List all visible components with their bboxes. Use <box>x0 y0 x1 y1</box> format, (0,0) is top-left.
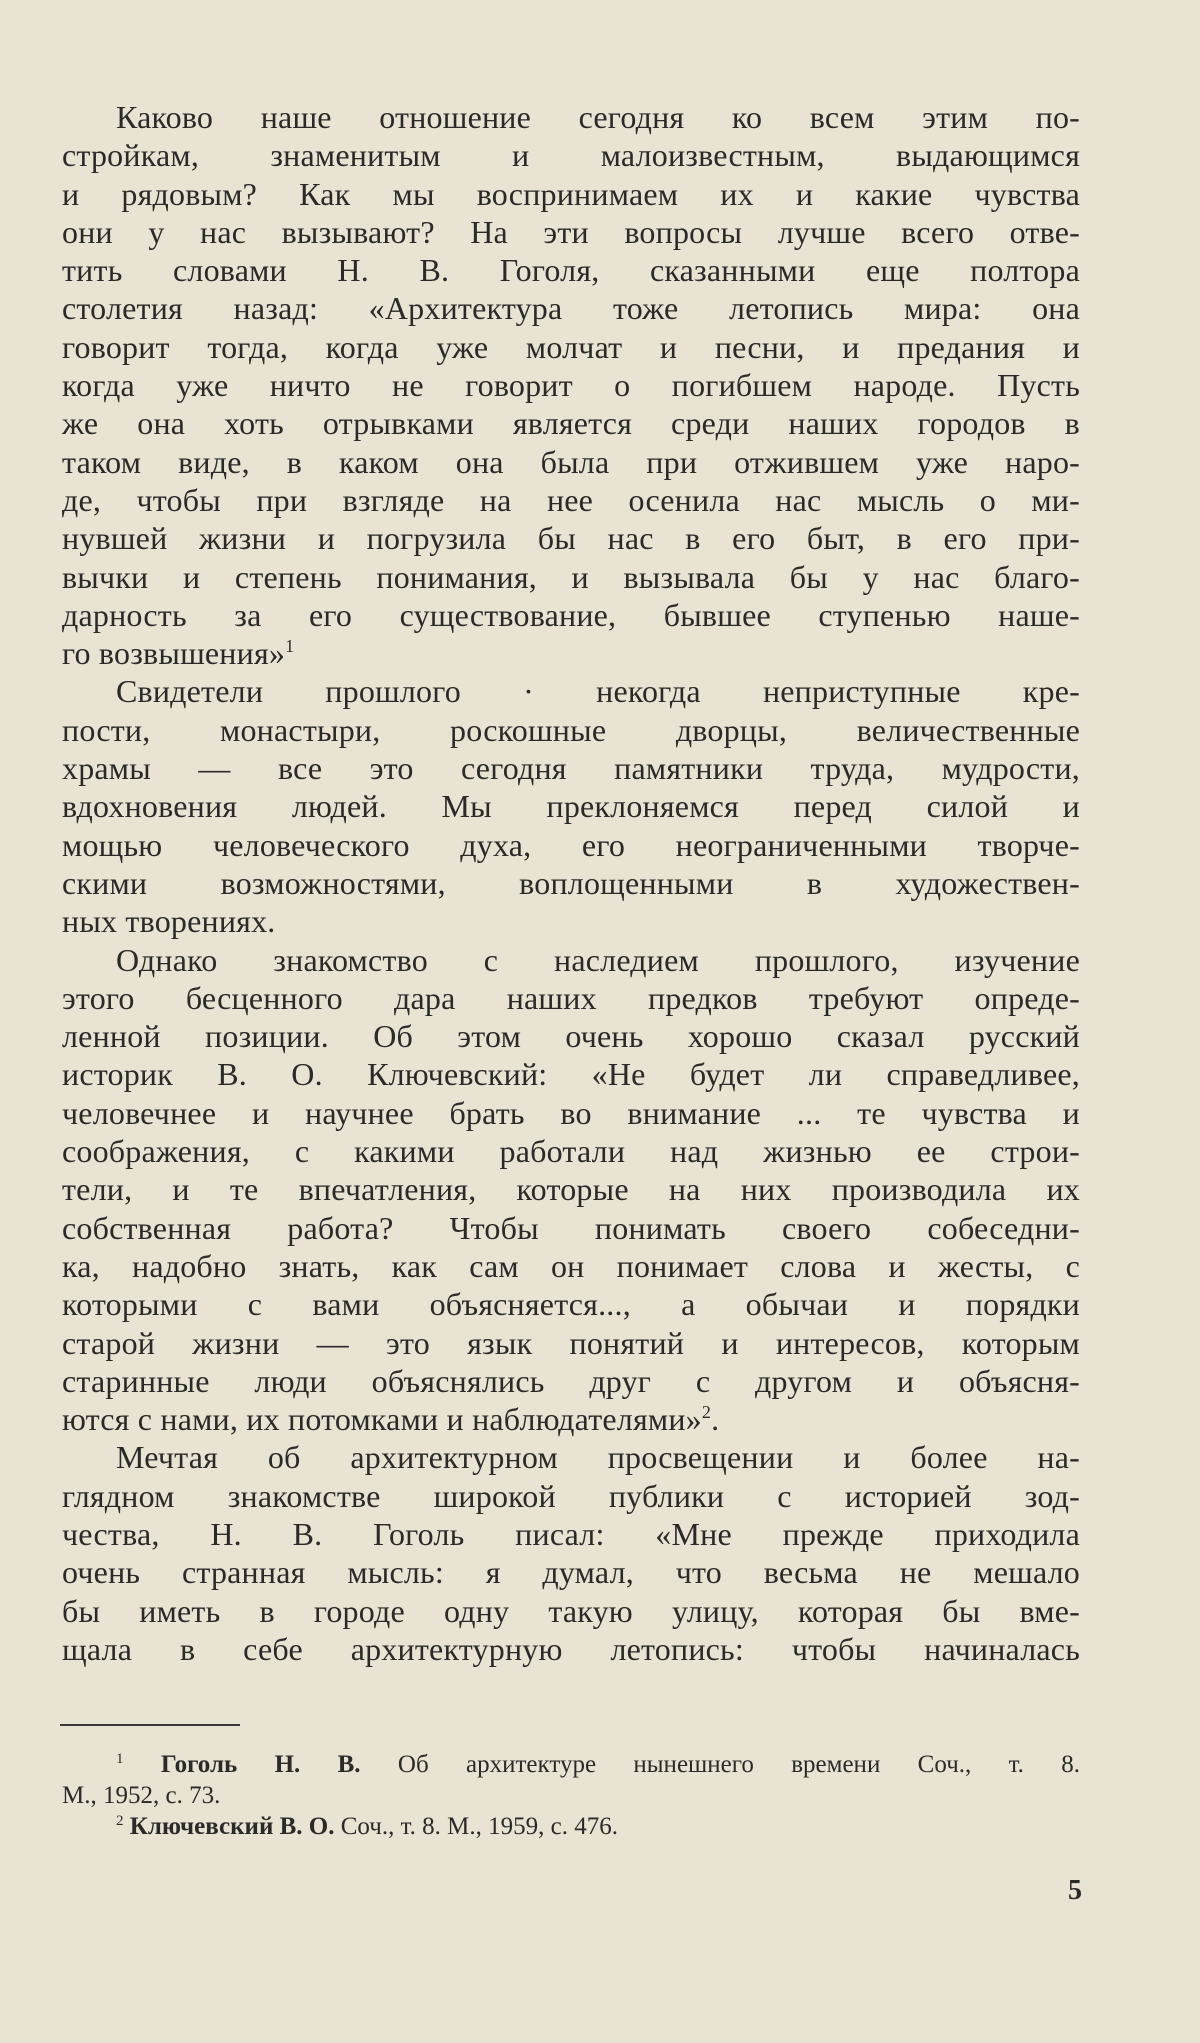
line-text: ленной позиции. Об этом очень хорошо сказал русский <box>62 1018 1080 1055</box>
paragraph-3-line <box>62 1247 1080 1285</box>
line-text: старой жизни — это язык понятий и интересов, которым <box>62 1324 1080 1361</box>
footnote-separator <box>60 1724 240 1726</box>
paragraph-1-line <box>62 404 1080 442</box>
line-text: чества, Н. В. Гоголь писал: «Мне прежде приходила <box>62 1515 1080 1552</box>
line-text: нувшей жизни и погрузила бы нас в его быт, в его при- <box>62 520 1080 557</box>
line-text: ных творениях. <box>62 903 276 940</box>
line-text: и рядовым? Как мы воспринимаем их и какие чувства <box>62 175 1080 212</box>
paragraph-2-line <box>62 749 1080 787</box>
line-text: Мечтая об архитектурном просвещении и более на- <box>116 1439 1080 1476</box>
footnote-1-text: Об архитектуре нынешнего времени Соч., т. 8. <box>397 1751 1081 1778</box>
paragraph-4-line <box>62 1438 1080 1476</box>
paragraph-4 <box>62 1438 1080 1668</box>
line-text: скими возможностями, воплощенными в художествен- <box>62 864 1080 901</box>
paragraph-2-line <box>62 826 1080 864</box>
paragraph-3-line <box>62 941 1080 979</box>
line-text: говорит тогда, когда уже молчат и песни, и предания и <box>62 328 1080 365</box>
paragraph-2-line <box>62 672 1080 710</box>
line-text: вычки и степень понимания, и вызывала бы у нас благо- <box>62 558 1080 595</box>
paragraph-1-line <box>62 519 1080 557</box>
line-text: они у нас вызывают? На эти вопросы лучше всего отве- <box>62 213 1080 250</box>
page-number: 5 <box>1068 1875 1082 1906</box>
main-text <box>62 98 1080 1668</box>
footnote-2-author: Ключевский В. О. <box>129 1813 335 1840</box>
paragraph-3-line <box>62 979 1080 1017</box>
paragraph-2-line <box>62 787 1080 825</box>
paragraph-2-line <box>62 864 1080 902</box>
footnote-1-author: Гоголь Н. В. <box>160 1751 361 1778</box>
line-text: де, чтобы при взгляде на нее осенила нас мысль о ми- <box>62 481 1080 518</box>
line-text: столетия назад: «Архитектура тоже летопись мира: она <box>62 290 1080 327</box>
line-text: Однако знакомство с наследием прошлого, изучение <box>116 941 1080 978</box>
paragraph-1-line <box>62 213 1080 251</box>
line-text: пости, монастыри, роскошные дворцы, величественные <box>62 711 1080 748</box>
paragraph-4-line <box>62 1477 1080 1515</box>
line-text: которыми с вами объясняется..., а обычаи и порядки <box>62 1286 1080 1323</box>
line-text: соображения, с какими работали над жизнью ее строи- <box>62 1133 1080 1170</box>
line-text: Каково наше отношение сегодня ко всем этим по- <box>116 99 1080 135</box>
paragraph-2-line <box>62 711 1080 749</box>
paragraph-3-line <box>62 1400 1080 1438</box>
paragraph-3-line <box>62 1017 1080 1055</box>
paragraph-1-line <box>62 443 1080 481</box>
paragraph-1-line <box>62 558 1080 596</box>
paragraph-3-line <box>62 1362 1080 1400</box>
paragraph-1-line <box>62 328 1080 366</box>
line-text: ка, надобно знать, как сам он понимает слова и жесты, с <box>62 1247 1080 1284</box>
paragraph-1-line <box>62 289 1080 327</box>
line-text: щала в себе архитектурную летопись: чтобы начиналась <box>62 1630 1080 1667</box>
paragraph-4-line <box>62 1592 1080 1630</box>
footnote-reference[interactable]: 2 <box>701 1402 712 1423</box>
line-text: человечнее и научнее брать во внимание ... те чувства и <box>62 1094 1080 1131</box>
paragraph-1-line <box>62 634 1080 672</box>
paragraph-3-line <box>62 1055 1080 1093</box>
paragraph-3-line <box>62 1094 1080 1132</box>
paragraph-1-line <box>62 251 1080 289</box>
line-text: тить словами Н. В. Гоголя, сказанными еще полтора <box>62 252 1080 289</box>
line-tail: . <box>711 1401 720 1438</box>
line-text: мощью человеческого духа, его неограниченными творче- <box>62 826 1080 863</box>
paragraph-1-line <box>62 175 1080 213</box>
footnote-reference[interactable]: 1 <box>285 636 295 657</box>
line-text: же она хоть отрывками является среди наших городов в <box>62 405 1080 442</box>
footnote-1-mark: 1 <box>116 1751 124 1767</box>
paragraph-2 <box>62 672 1080 940</box>
footnote-2-mark: 2 <box>116 1813 124 1829</box>
footnote-2 <box>62 1811 1080 1842</box>
footnote-1 <box>62 1749 1080 1780</box>
line-text: очень странная мысль: я думал, что весьма не мешало <box>62 1554 1080 1591</box>
paragraph-4-line <box>62 1515 1080 1553</box>
line-text: тели, и те впечатления, которые на них производила их <box>62 1171 1080 1208</box>
line-text: историк В. О. Ключевский: «Не будет ли справедливее, <box>62 1056 1080 1093</box>
line-text: собственная работа? Чтобы понимать своего собеседни- <box>62 1209 1080 1246</box>
paragraph-1-line <box>62 481 1080 519</box>
footnote-1-continuation: М., 1952, с. 73. <box>62 1782 221 1809</box>
line-text: бы иметь в городе одну такую улицу, которая бы вме- <box>62 1592 1080 1629</box>
line-text: ются с нами, их потомками и наблюдателями» <box>62 1401 702 1438</box>
line-text: таком виде, в каком она была при отжившем уже наро- <box>62 443 1080 480</box>
paragraph-3-line <box>62 1285 1080 1323</box>
paragraph-1 <box>62 98 1080 672</box>
paragraph-1-line <box>62 98 1080 136</box>
footnote-2-text: Соч., т. 8. М., 1959, с. 476. <box>340 1813 618 1840</box>
line-text: когда уже ничто не говорит о погибшем народе. Пусть <box>62 367 1080 404</box>
line-text: вдохновения людей. Мы преклоняемся перед силой и <box>62 788 1080 825</box>
line-text: глядном знакомстве широкой публики с историей зод- <box>62 1477 1080 1514</box>
paragraph-1-line <box>62 366 1080 404</box>
line-text: Свидетели прошлого · некогда неприступные кре- <box>116 673 1080 710</box>
line-text: храмы — все это сегодня памятники труда, мудрости, <box>62 750 1080 787</box>
paragraph-4-line <box>62 1630 1080 1668</box>
paragraph-3-line <box>62 1132 1080 1170</box>
paragraph-2-line <box>62 902 1080 940</box>
line-text: этого бесценного дара наших предков требуют опреде- <box>62 979 1080 1016</box>
line-text: го возвышения» <box>62 635 286 672</box>
line-text: старинные люди объяснялись друг с другом и объясня- <box>62 1362 1080 1399</box>
paragraph-3-line <box>62 1209 1080 1247</box>
paragraph-3 <box>62 941 1080 1439</box>
footnotes <box>62 1749 1080 1842</box>
paragraph-3-line <box>62 1324 1080 1362</box>
line-text: стройкам, знаменитым и малоизвестным, выдающимся <box>62 137 1080 174</box>
paragraph-1-line <box>62 136 1080 174</box>
paragraph-3-line <box>62 1170 1080 1208</box>
line-text: дарность за его существование, бывшее ступенью наше- <box>62 596 1080 633</box>
paragraph-4-line <box>62 1553 1080 1591</box>
paragraph-1-line <box>62 596 1080 634</box>
